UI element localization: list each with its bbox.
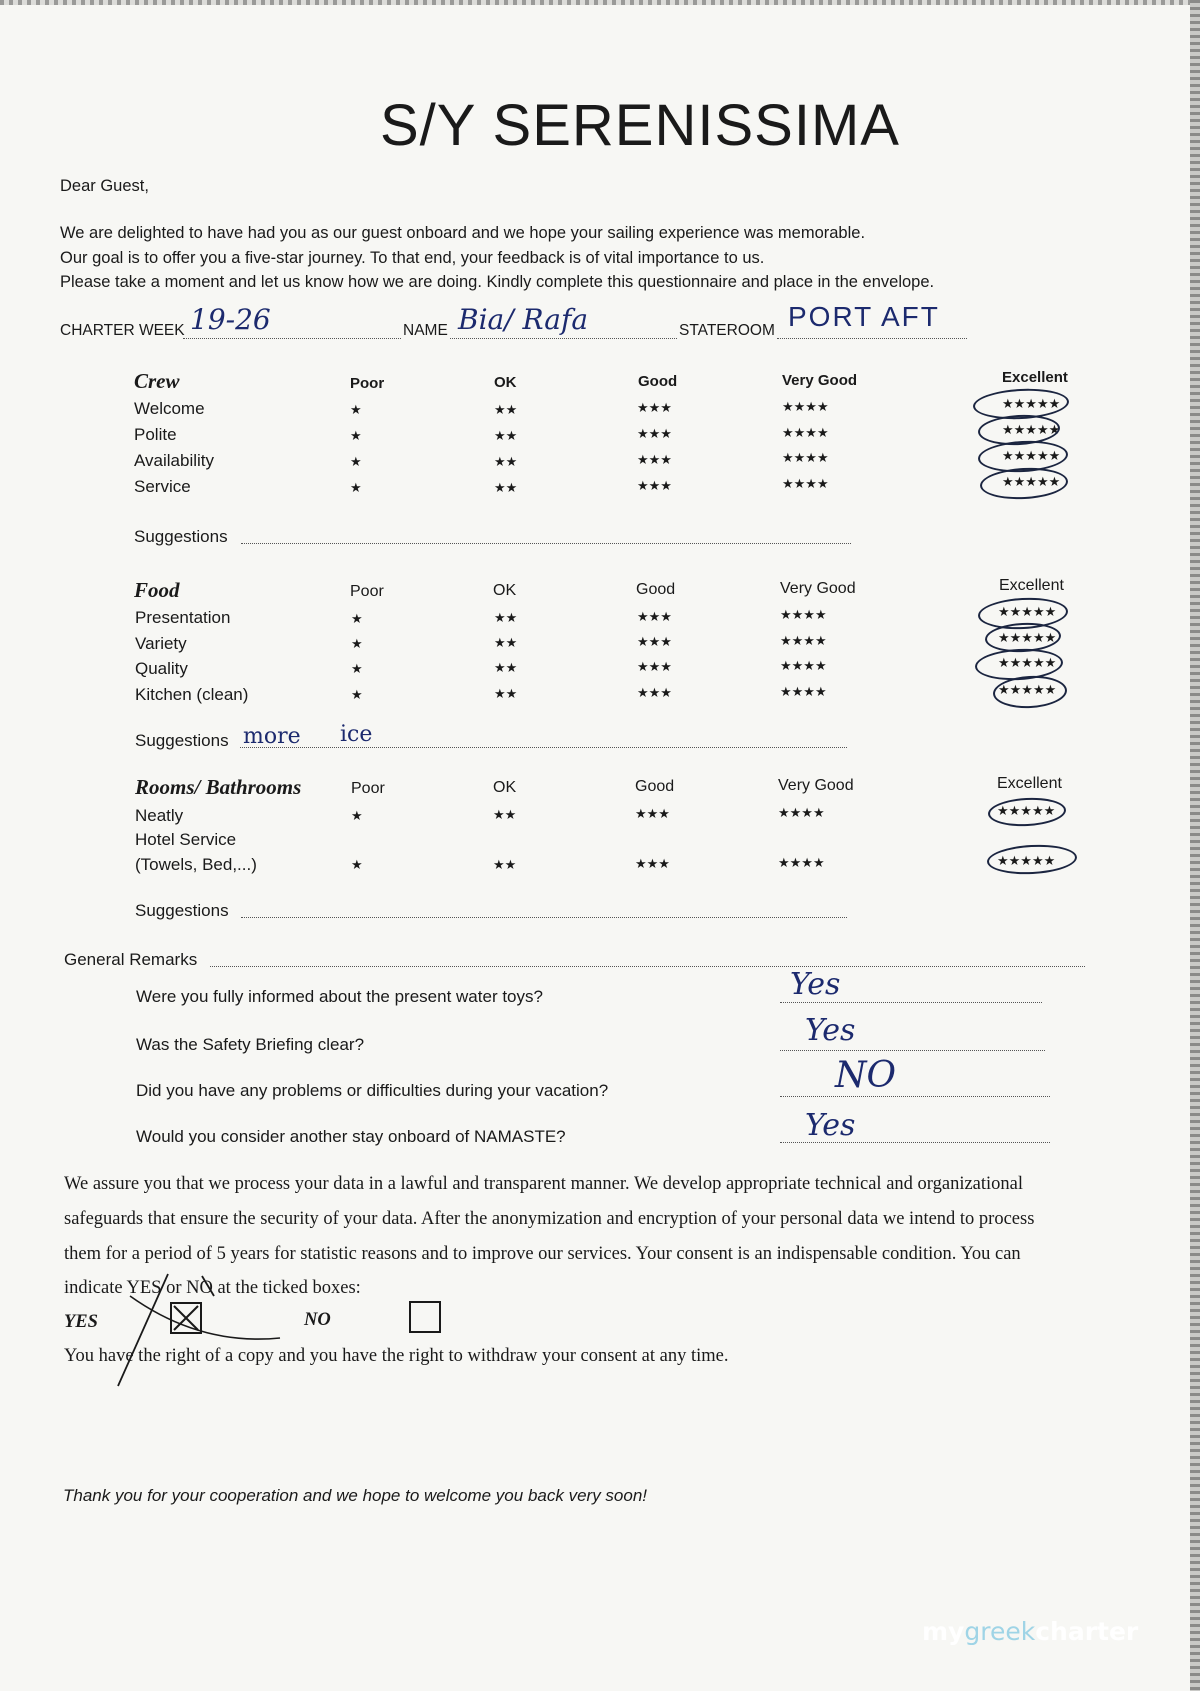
star-rating-4[interactable]: ★★★★ bbox=[780, 658, 827, 673]
answer-safety-briefing[interactable]: Yes bbox=[805, 1013, 856, 1048]
question-water-toys: Were you fully informed about the present water toys? bbox=[136, 987, 543, 1006]
star-rating-1[interactable]: ★ bbox=[351, 636, 363, 651]
intro-line-1: We are delighted to have had you as our guest onboard and we hope your sailing experience was memorable. bbox=[60, 224, 866, 242]
star-rating-3[interactable]: ★★★ bbox=[635, 856, 670, 871]
food-col-ok: OK bbox=[493, 582, 517, 599]
crew-col-ok: OK bbox=[494, 374, 517, 391]
star-rating-4[interactable]: ★★★★ bbox=[780, 684, 827, 699]
rooms-heading: Rooms/ Bathrooms bbox=[135, 775, 302, 799]
privacy-line-1: We assure you that we process your data in a lawful and transparent manner. We develop appropriate technical and organizational bbox=[64, 1174, 1024, 1194]
star-rating-2[interactable]: ★★ bbox=[494, 635, 518, 650]
rooms-suggestions-label: Suggestions bbox=[135, 901, 229, 920]
right-paper-edge bbox=[1190, 0, 1200, 1691]
question-another-stay: Would you consider another stay onboard of NAMASTE? bbox=[136, 1127, 566, 1146]
privacy-line-3: them for a period of 5 years for statistic reasons and to improve our services. Your consent is an indispensable condition. You can bbox=[64, 1244, 1021, 1264]
rooms-col-excellent: Excellent bbox=[997, 775, 1062, 792]
rooms-suggestions-field[interactable] bbox=[241, 917, 847, 918]
rooms-item-towels-bed: (Towels, Bed,...) bbox=[135, 855, 257, 874]
star-rating-1[interactable]: ★ bbox=[350, 454, 362, 469]
food-col-excellent: Excellent bbox=[999, 577, 1064, 594]
star-rating-3[interactable]: ★★★ bbox=[637, 609, 672, 624]
star-rating-4[interactable]: ★★★★ bbox=[780, 633, 827, 648]
star-rating-5[interactable]: ★★★★★ bbox=[997, 803, 1056, 818]
question-safety-briefing: Was the Safety Briefing clear? bbox=[136, 1035, 365, 1054]
star-rating-5[interactable]: ★★★★★ bbox=[1002, 448, 1061, 463]
selected-circle bbox=[986, 843, 1077, 877]
crew-col-very-good: Very Good bbox=[782, 372, 858, 389]
intro-line-2: Our goal is to offer you a five-star journey. To that end, your feedback is of vital importance to us. bbox=[60, 249, 765, 267]
star-rating-1[interactable]: ★ bbox=[351, 808, 363, 823]
greeting: Dear Guest, bbox=[60, 177, 149, 195]
food-item-variety: Variety bbox=[135, 634, 187, 653]
question-problems: Did you have any problems or difficulties during your vacation? bbox=[136, 1081, 609, 1100]
stateroom-label: STATEROOM bbox=[679, 322, 775, 339]
food-item-presentation: Presentation bbox=[135, 608, 231, 627]
star-rating-5[interactable]: ★★★★★ bbox=[998, 682, 1057, 697]
star-rating-4[interactable]: ★★★★ bbox=[778, 805, 825, 820]
food-col-poor: Poor bbox=[350, 583, 384, 600]
food-item-kitchen: Kitchen (clean) bbox=[135, 685, 249, 704]
top-paper-edge bbox=[0, 0, 1200, 5]
star-rating-3[interactable]: ★★★ bbox=[637, 659, 672, 674]
star-rating-4[interactable]: ★★★★ bbox=[782, 425, 829, 440]
crew-suggestions-field[interactable] bbox=[241, 543, 851, 544]
crew-col-good: Good bbox=[638, 373, 678, 390]
rooms-col-poor: Poor bbox=[351, 780, 385, 797]
charter-week-field[interactable]: 19-26 bbox=[190, 303, 271, 336]
star-rating-2[interactable]: ★★ bbox=[494, 686, 518, 701]
general-remarks-field[interactable] bbox=[210, 966, 1085, 967]
privacy-line-4: indicate YES or NO at the ticked boxes: bbox=[64, 1278, 361, 1298]
star-rating-3[interactable]: ★★★ bbox=[637, 685, 672, 700]
star-rating-1[interactable]: ★ bbox=[350, 402, 362, 417]
star-rating-2[interactable]: ★★ bbox=[494, 660, 518, 675]
star-rating-5[interactable]: ★★★★★ bbox=[1002, 422, 1061, 437]
crew-col-poor: Poor bbox=[350, 375, 385, 392]
star-rating-5[interactable]: ★★★★★ bbox=[1002, 474, 1061, 489]
crew-item-welcome: Welcome bbox=[134, 399, 205, 418]
star-rating-4[interactable]: ★★★★ bbox=[782, 450, 829, 465]
general-remarks-label: General Remarks bbox=[64, 950, 198, 969]
consent-no-label: NO bbox=[304, 1310, 331, 1330]
rooms-item-hotel-service: Hotel Service bbox=[135, 830, 237, 849]
crew-item-polite: Polite bbox=[134, 425, 177, 444]
crew-item-availability: Availability bbox=[134, 451, 215, 470]
consent-yes-label: YES bbox=[64, 1312, 98, 1332]
food-col-very-good: Very Good bbox=[780, 580, 856, 597]
star-rating-3[interactable]: ★★★ bbox=[637, 634, 672, 649]
page-title: S/Y SERENISSIMA bbox=[380, 93, 900, 158]
rooms-col-very-good: Very Good bbox=[778, 777, 854, 794]
star-rating-2[interactable]: ★★ bbox=[493, 807, 517, 822]
consent-no-checkbox[interactable] bbox=[409, 1301, 441, 1333]
star-rating-2[interactable]: ★★ bbox=[494, 428, 518, 443]
star-rating-5[interactable]: ★★★★★ bbox=[998, 630, 1057, 645]
selected-circle bbox=[979, 466, 1069, 502]
star-rating-1[interactable]: ★ bbox=[351, 611, 363, 626]
rooms-item-neatly: Neatly bbox=[135, 806, 184, 825]
star-rating-5[interactable]: ★★★★★ bbox=[1002, 396, 1061, 411]
star-rating-4[interactable]: ★★★★ bbox=[778, 855, 825, 870]
crew-heading: Crew bbox=[134, 369, 180, 393]
answer-another-stay[interactable]: Yes bbox=[805, 1108, 856, 1143]
star-rating-5[interactable]: ★★★★★ bbox=[998, 655, 1057, 670]
food-suggestion-word-2: ice bbox=[340, 722, 373, 747]
answer-water-toys[interactable]: Yes bbox=[790, 967, 841, 1002]
star-rating-5[interactable]: ★★★★★ bbox=[997, 853, 1056, 868]
selected-circle bbox=[987, 796, 1066, 828]
star-rating-1[interactable]: ★ bbox=[351, 687, 363, 702]
rooms-col-good: Good bbox=[635, 778, 675, 795]
star-rating-2[interactable]: ★★ bbox=[493, 857, 517, 872]
crew-item-service: Service bbox=[134, 477, 191, 496]
rooms-col-ok: OK bbox=[493, 779, 517, 796]
crew-col-excellent: Excellent bbox=[1002, 369, 1068, 386]
star-rating-2[interactable]: ★★ bbox=[494, 610, 518, 625]
name-field[interactable]: Bia/ Rafa bbox=[458, 303, 589, 336]
food-col-good: Good bbox=[636, 581, 676, 598]
star-rating-2[interactable]: ★★ bbox=[494, 454, 518, 469]
star-rating-3[interactable]: ★★★ bbox=[637, 400, 672, 415]
star-rating-1[interactable]: ★ bbox=[350, 480, 362, 495]
watermark-logo: mygreekcharter bbox=[922, 1617, 1139, 1646]
food-suggestion-word-1: more bbox=[243, 724, 301, 749]
name-label: NAME bbox=[403, 322, 448, 339]
food-suggestions-label: Suggestions bbox=[135, 731, 229, 750]
star-rating-3[interactable]: ★★★ bbox=[637, 478, 672, 493]
privacy-line-2: safeguards that ensure the security of your data. After the anonymization and encryption of your personal data we intend to process bbox=[64, 1209, 1035, 1229]
food-heading: Food bbox=[134, 578, 180, 602]
handwritten-strike-mark bbox=[110, 1268, 290, 1388]
star-rating-2[interactable]: ★★ bbox=[494, 480, 518, 495]
star-rating-3[interactable]: ★★★ bbox=[637, 426, 672, 441]
privacy-line-5: You have the right of a copy and you have the right to withdraw your consent at any time. bbox=[64, 1346, 729, 1366]
answer-problems[interactable]: NO bbox=[835, 1055, 897, 1096]
charter-week-label: CHARTER WEEK bbox=[60, 322, 185, 339]
star-rating-1[interactable]: ★ bbox=[351, 661, 363, 676]
stateroom-field[interactable]: PORT AFT bbox=[788, 301, 940, 332]
star-rating-4[interactable]: ★★★★ bbox=[780, 607, 827, 622]
star-rating-5[interactable]: ★★★★★ bbox=[998, 604, 1057, 619]
food-item-quality: Quality bbox=[135, 659, 188, 678]
star-rating-2[interactable]: ★★ bbox=[494, 402, 518, 417]
crew-suggestions-label: Suggestions bbox=[134, 527, 228, 546]
star-rating-4[interactable]: ★★★★ bbox=[782, 399, 829, 414]
food-suggestions-field[interactable] bbox=[240, 747, 847, 748]
star-rating-1[interactable]: ★ bbox=[351, 857, 363, 872]
star-rating-1[interactable]: ★ bbox=[350, 428, 362, 443]
star-rating-3[interactable]: ★★★ bbox=[637, 452, 672, 467]
intro-line-3: Please take a moment and let us know how we are doing. Kindly complete this questionnaire and place in the envelope. bbox=[60, 273, 935, 291]
star-rating-3[interactable]: ★★★ bbox=[635, 806, 670, 821]
star-rating-4[interactable]: ★★★★ bbox=[782, 476, 829, 491]
closing-message: Thank you for your cooperation and we hope to welcome you back very soon! bbox=[63, 1486, 648, 1505]
